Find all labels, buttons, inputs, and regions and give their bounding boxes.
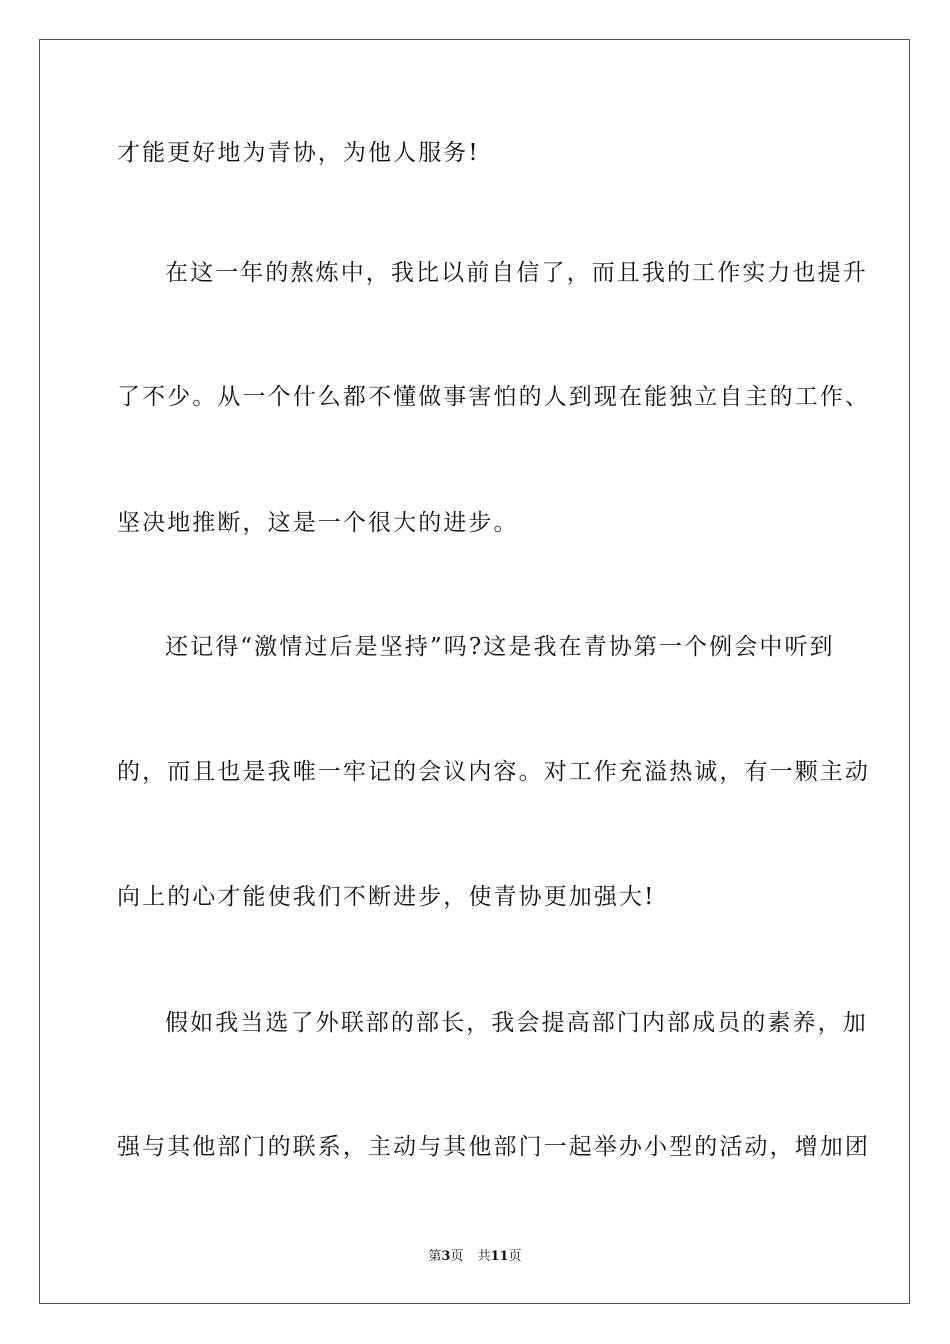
text-line-6: 的，而且也是我唯一牢记的会议内容。对工作充溢热诚，有一颗主动 xyxy=(117,759,870,785)
text-line-9: 强与其他部门的联系，主动与其他部门一起举办小型的活动，增加团 xyxy=(117,1134,870,1160)
text-line-5: 还记得“激情过后是坚持”吗?这是我在青协第一个例会中听到 xyxy=(165,634,835,660)
footer-total-pages: 11 xyxy=(490,1249,509,1264)
text-line-2: 在这一年的熬炼中，我比以前自信了，而且我的工作实力也提升 xyxy=(165,260,868,286)
footer-page-suffix: 页 xyxy=(450,1249,464,1264)
footer-total-suffix: 页 xyxy=(508,1249,522,1264)
text-line-4: 坚决地推断，这是一个很大的进步。 xyxy=(117,510,519,536)
text-line-3: 了不少。从一个什么都不懂做事害怕的人到现在能独立自主的工作、 xyxy=(117,384,870,410)
text-line-7: 向上的心才能使我们不断进步，使青协更加强大! xyxy=(117,884,656,910)
text-line-8: 假如我当选了外联部的部长，我会提高部门内部成员的素养，加 xyxy=(165,1010,868,1036)
footer-total-prefix: 共 xyxy=(477,1249,491,1264)
footer-page-prefix: 第 xyxy=(428,1249,442,1264)
text-line-1: 才能更好地为青协，为他人服务! xyxy=(117,140,480,166)
page-footer xyxy=(0,1248,950,1266)
footer-page-number: 3 xyxy=(441,1249,451,1264)
page-border xyxy=(39,39,910,1304)
